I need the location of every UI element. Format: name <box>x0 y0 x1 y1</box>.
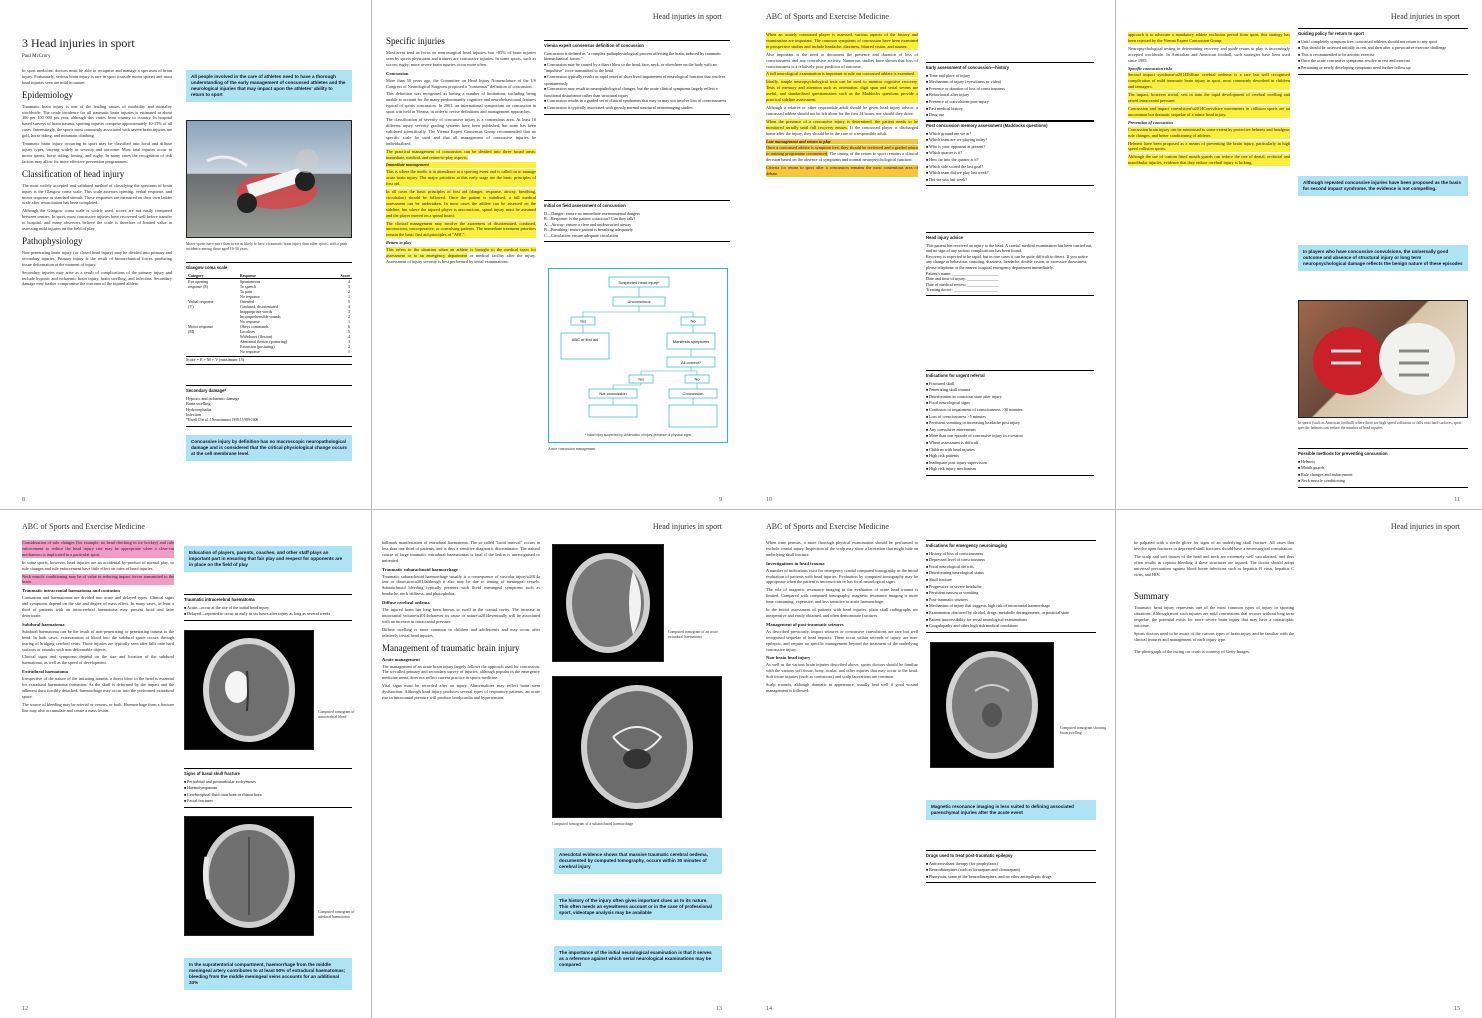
secondary-note: *Elwell D et al. J Neurotrauma 1998;15:989-1006 <box>186 417 259 422</box>
specific-text: Most areas tend as focus on neurosurgical head injuries, but >85% of brain injuries seen by sports physicians and trainers are concussive injuries. In some sports, such as soccer, rugby, more severe brain injuries occur more often. <box>386 50 536 67</box>
vienna-title: Vienna expert consensus definition of concussion <box>544 43 644 48</box>
gcs-cell: response (E) <box>188 283 209 289</box>
pathophysiology-text: Non-penetrating brain injury (or closed head injury) may be divided into primary and secondary injuries. Primary injury is the result of biomechanical forces producing tissue deformation at the moment of injury. <box>22 249 172 267</box>
heading-management: Management of traumatic brain injury <box>382 642 520 653</box>
list-item: ■ Any convulsive movements <box>926 427 1094 434</box>
list-item: ■ Progressive or severe headache <box>926 584 1096 591</box>
early-list <box>926 73 1094 119</box>
guide-list <box>1298 39 1468 72</box>
gcs-cell <box>186 349 238 354</box>
list-item: ■ Deterioration in conscious state after injury <box>926 394 1094 401</box>
exclusion-text: approach is to advocate a mandatory athlete exclusion period from sport, this strategy has been rejected by the Vienna Expert Concussion Group. <box>1128 32 1290 43</box>
chapter-title: 3 Head injuries in sport <box>22 36 135 50</box>
list-item: ■ Inadequate post injury supervision <box>926 460 1094 467</box>
maddocks-box <box>926 120 1094 186</box>
assessment-text: When an acutely concussed player is assessed, various aspects of the history and examination are important. The common symptoms of concussion have been examined in prospective studies and include headache, dizziness, blurred vision, and nausea. <box>766 32 918 49</box>
heading-immediate-management: Immediate management <box>386 162 536 168</box>
secondary-item: Infection <box>186 412 202 418</box>
list-item: ■ Past medical history <box>926 106 1094 113</box>
heading-non-brain: Non-brain head injury <box>766 655 811 661</box>
list-item: ■ Behavioural after injury <box>926 92 1094 99</box>
heading-subarachnoid: Traumatic subarachnoid haemorrhage <box>382 566 458 572</box>
flow-node: No <box>690 318 696 324</box>
page-14-left-column: When time permits, a more thorough physical examination should be performed to exclude cranial injury. Inspection of the scalp may show a laceration that might hide an underlying skull fracture. Investigations in head trauma A number of indications exist for emergency cranial computed tomography in the initial evaluation of patients with head injuries. Evaluation by computed tomography may be appropriate when the patient is unconscious or has focal neurological signs. The role of magnetic resonance imaging in the evaluation of acute head trauma is limited. Compared with computed tomography, magnetic resonance imaging is more time consuming, expensive, and less sensitive to acute haemorrhage. In the initial assessment of patients with head injuries, plain skull radiographs are inexpensive and easily obtained, and often demonstrate fractures. Management of post-traumatic seizures As described previously, impact seizures or concussive convulsions are rare but well recognised sequelae of head impacts. These occur within seconds of injury, are non-epileptic, and require no specific management beyond the treatment of the underlying concussive injury. Non-brain head injury As well as the various brain injuries described above, sports doctors should be familiar with the various soft tissue, bony, ocular, and other injuries that may occur to the head. Soft tissue injuries (such as contusions) and scalp lacerations are common. Scalp wounds, although dramatic in appearance, usually heal well if good wound management is followed. <box>766 540 918 693</box>
gcs-cell: (M) <box>188 328 195 334</box>
page-8 <box>0 0 372 510</box>
antiepileptic-drugs-box <box>926 850 1096 883</box>
running-header: ABC of Sports and Exercise Medicine <box>22 522 145 531</box>
ct1-caption: Computed tomogram of an acute extradural haematoma <box>668 630 718 639</box>
flow-node: Unconscious <box>627 299 651 304</box>
gcs-cell: 4 <box>348 333 350 339</box>
field-title: Initial on field assessment of concussion <box>544 203 626 208</box>
epidemiology-text: Traumatic brain injury is one of the leading causes of morbidity and mortality worldwide. The crude incidence for all traumatic brain injuries is estimated at about 300 per 100 000 per year, although this varies from country to country. In hospital based surveys of brain trauma, sporting injuries comprise approximately 10-15% of all cases. Interestingly, the sports most commonly associated with severe brain injuries are golf, horse riding, and mountain climbing. <box>22 103 172 139</box>
gcs-cell: Spontaneous <box>239 278 261 284</box>
field-assessment-box <box>544 200 730 242</box>
list-item: ■ Patient inaccessibility for serial neurological examinations <box>926 617 1096 624</box>
page-10-left-column: When an acutely concussed player is assessed, various aspects of the history and examination are important. The common symptoms of concussion have been examined in prospective studies and include headache, dizziness, blurred vision, and nausea. Also important is the need to document the presence and duration of loss of consciousness and any convulsive activity. Numerous studies have shown that loss of consciousness is a relatively poor predictor of outcome. A full neurological examination is important to rule out concussed athlete is examined. Ideally, simple neuropsychological tests can be used to monitor cognitive recovery. Tests of memory and attention such as orientation, digit span and serial sevens are useful, and standardised questionnaires such as the Maddocks questions provide a practical sideline assessment. Although a relative or other responsible adult should be given head injury advice, a concussed athlete should not be left alone for the first 24 hours, nor should they drive. When the presence of a concussive injury is determined, the patient needs to be monitored serially until full recovery ensues. If the concussed player is discharged home after the injury, they should be in the care of a responsible adult. Late management and return to play Once a concussed athlete is symptom free, they should be reviewed and a graded return to training programme commenced. The timing of the return to sport remains a clinical decision based on the absence of symptoms and normal neuropsychological function. Criteria for return to sport after a concussion remains the most contentious area of debate. <box>766 32 918 177</box>
page-12 <box>0 510 372 1018</box>
ct2-caption: Computed tomogram of subdural haematoma <box>318 910 355 919</box>
signs-title: Signs of basal skull fracture <box>184 771 240 776</box>
list-item: ■ Benzodiazepines (such as lorazepam and clonazepam) <box>926 867 1096 874</box>
ct2-caption: Computed tomogram of a subarachnoid haemorrhage <box>552 822 634 826</box>
page-number: 12 <box>22 1006 28 1012</box>
gcs-cell: Withdraws (flexion) <box>239 333 273 339</box>
list-item: ■ Deteriorating neurological status <box>926 570 1096 577</box>
gcs-title: Glasgow coma scale <box>186 265 228 270</box>
signs-list <box>184 779 352 805</box>
tick-list <box>184 605 352 618</box>
running-header: Head injuries in sport <box>652 12 722 21</box>
page-11-left-column: approach is to advocate a mandatory athlete exclusion period from sport, this strategy has been rejected by the Vienna Expert Concussion Group. Neuropsychological testing in determining recovery and guide return to play is increasingly accepted worldwide. In Australian and American football, such strategies have been used since 1985. Specific concussion risks Second impact syndrome\u2014Diffuse cerebral oedema is a rare but well recognised complication of mild traumatic brain injury in sport, most commonly described in children and teenagers. The impact, however trivial, sets in train the rapid development of cerebral swelling and raised intracranial pressure. Concussion and impact convulsions\u2014Convulsive movements in collision sports are an uncommon but dramatic sequelae of a minor head injury. Prevention of concussion Concussion brain injury can be minimised to some extent by protective helmets and headgear, rule changes, and better conditioning of athletes. Helmets have been proposed as a means of preventing the brain injury, particularly in high speed collision sports. Although the use of custom fitted mouth guards can reduce the rate of dental, orofacial and mandibular injuries, evidence that they reduce cerebral injury is lacking. <box>1128 32 1290 166</box>
gcs-table <box>186 273 352 354</box>
heading-investigations: Investigations in head trauma <box>766 560 825 566</box>
list-item: ■ High risk patients <box>926 453 1094 460</box>
gcs-cell: Verbal response <box>188 298 214 304</box>
page-9-left-column: Specific injuries Most areas tend as focus on neurosurgical head injuries, but >85% of brain injuries seen by sports physicians and trainers are concussive injuries. In some sports, such as soccer, rugby, more severe brain injuries occur more often. Concussion More than 50 years ago, the Committee on Head Injury Nomenclature of the US Congress of Neurological Surgeons proposed a "consensus" definition of concussion. This definition was recognised as having a number of limitations, including being unable to account for the many predominantly cognitive and neurobehavioural features typical of sports concussion. In 2001, an international symposium on concussion in sport was held in Vienna, in order to revise definitions and management approaches. The classification of severity of concussive injury is a contentious area. At least 16 different injury severity grading systems have been published, but none has been validated scientifically. The Vienna Expert Consensus Group recommended that no specific scale be used and that all management of concussive injuries be individualised. The practical management of concussion can be divided into three broad areas: immediate, medical, and return-to-play aspects. Immediate management This is where the medic is in attendance at a sporting event and is called on to manage acute brain injury. The major priorities at this early stage are the basic principles of first aid. In all cases the basic principles of first aid (danger, response, airway, breathing, circulation) should be followed. Once the patient is stabilised, a full medical assessment can be undertaken. In most cases the athlete can be assessed on the sideline, but where the injured player is unconscious, spinal injury must be assumed and the player moved on a spinal board. The clinical management may involve the awareness of disorientated, confused, unconscious, uncooperative, or convulsing patients. The immediate treatment priorities remain the basic first aid principles of "ABC". Return to play This refers to the situation when an athlete is brought to the medical team for assessment or to an emergency department or medical facility after the injury. Assessment of injury severity is best performed by serial examinations. <box>386 36 536 264</box>
photo-credit: The photograph of the racing car crash is courtesy of Getty Images. <box>1134 648 1250 654</box>
prevention-list <box>1298 459 1468 485</box>
heading-return-to-play: Return to play <box>386 240 412 246</box>
list-item: ■ How far into the quarter is it? <box>926 157 1094 164</box>
convulsions-box: In players who have concussive convulsions, the universally good outcome and absence of structural injury or long term neuropsychological damage reflects the benign nature of these episodes <box>1298 245 1468 271</box>
heading-prevention: Prevention of concussion <box>1128 119 1173 125</box>
gcs-cell: Motor response <box>188 323 213 329</box>
prevention-box <box>1298 448 1468 488</box>
field-item: D—Danger: ensure no immediate environmental dangers <box>544 210 640 216</box>
running-header: Head injuries in sport <box>1390 522 1460 531</box>
gcs-cell: 5 <box>348 328 350 334</box>
gcs-cell: To pain <box>239 288 252 294</box>
list-item: ■ Presence of convulsions post-injury <box>926 99 1094 106</box>
heading-classification: Classification of head injury <box>22 168 125 179</box>
injury-history-box: The history of the injury often gives important clues as to its nature. This often needs an eyewitness account or in the case of professional sport, videotape analysis may be available <box>554 894 722 920</box>
secondary-item: Hypoxic and ischaemic damage <box>186 395 240 401</box>
list-item: ■ Post-traumatic seizures <box>926 597 1096 604</box>
heading-intracranial-haematoma: Traumatic intracranial haematoma and contusion <box>22 588 120 594</box>
gcs-cell: Extension (posturing) <box>239 343 275 349</box>
list-item: ■ Rule changes and enforcement <box>1298 472 1468 479</box>
urgent-title: Indications for urgent referral <box>926 373 985 378</box>
key-point-box-2: Concussive injury by definition has no macroscopic neuropathological damage and is considered that the critical physiological change occurs at the cell membrane level. <box>186 435 352 461</box>
gcs-row <box>186 349 352 354</box>
gcs-cell: 5 <box>348 298 350 304</box>
list-item: ■ History of loss of consciousness <box>926 551 1096 558</box>
list-item: ■ Depressed level of consciousness <box>926 557 1096 564</box>
return-to-sport-policy-box <box>1298 28 1468 75</box>
page-11 <box>1116 0 1482 510</box>
gcs-cell: 2 <box>348 343 350 349</box>
heading-diffuse-oedema: Diffuse cerebral oedema <box>382 600 430 606</box>
list-item: ■ High risk injury mechanism <box>926 466 1094 473</box>
skull-fracture-text: be palpated with a sterile glove for signs of an underlying skull fracture. All cases that involve open fractures or depressed skull fractures should have a neurosurgical consultation. <box>1134 540 1294 551</box>
list-item: ■ Mouth guards <box>1298 465 1468 472</box>
running-header: ABC of Sports and Exercise Medicine <box>766 12 889 21</box>
list-item: ■ Helmets <box>1298 459 1468 466</box>
gcs-cell: Obeys commands <box>239 323 269 329</box>
gcs-cell: Abnormal flexion (posturing) <box>239 338 288 344</box>
neuroimaging-title: Indications for emergency neuroimaging <box>926 543 1007 548</box>
ct-scan-subdural <box>184 816 314 936</box>
heading-acute-management: Acute management <box>382 656 420 662</box>
vienna-text: Concussion is defined as "a complex pathophysiological process affecting the brain, induced by traumatic biomechanical forces." <box>544 50 722 62</box>
flow-node: All correct? <box>680 360 702 365</box>
early-title: Early assessment of concussion—history <box>926 65 1010 70</box>
page-number: 13 <box>716 1006 722 1012</box>
list-item: ■ Mechanism of injury that suggests high risk of intracranial haemorrhage <box>926 603 1096 610</box>
advice-text: This patient has received an injury to the head. A careful medical examination has been carried out, and no sign of any serious complications has been found. <box>926 242 1093 254</box>
gcs-cell: Localises <box>239 328 255 334</box>
list-item: ■ More than one episode of concussive injury in a session <box>926 433 1094 440</box>
list-item: ■ Haemotympanum <box>184 785 352 792</box>
neuroimaging-box <box>926 540 1096 633</box>
list-item: ■ Which team are we playing today? <box>926 137 1094 144</box>
second-impact-box: Although repeated concussive injuries have been proposed as the basis for second impact syndrome, the evidence is not compelling. <box>1298 176 1468 196</box>
flow-node: No <box>694 376 700 382</box>
flow-node: Yes <box>637 376 645 382</box>
secondary-damage-box <box>186 385 352 427</box>
list-item: ■ Children with head injuries <box>926 447 1094 454</box>
field-item: R—Response: is the patient conscious? Can they talk? <box>544 216 636 222</box>
gcs-cell: Eye opening <box>188 278 209 284</box>
list-item: ■ Which side scored the last goal? <box>926 164 1094 171</box>
flow-node: Concussion <box>682 391 704 396</box>
urgent-referral-box <box>926 370 1094 476</box>
gcs-cell: 2 <box>348 288 350 294</box>
key-point-box: All people involved in the care of athletes need to have a thorough understanding of the early management of concussed athletes and the neurological injuries that may impact upon the athletes' ability to return to sport <box>186 70 352 102</box>
page-number: 9 <box>719 497 722 503</box>
examination-text: A full neurological examination is important to rule out concussed athlete is examined. <box>766 71 918 77</box>
gcs-header: Score <box>328 273 352 279</box>
gcs-cell: Oriented <box>239 298 254 304</box>
maddocks-list <box>926 131 1094 184</box>
list-item: ■ Mechanism of injury (eyewitness or video) <box>926 79 1094 86</box>
secondary-item: Hydrocephalus <box>186 406 212 412</box>
heading-extradural: Extradural haematoma <box>22 669 69 675</box>
list-item: ■ Which team did we play last week? <box>926 170 1094 177</box>
page-14 <box>744 510 1116 1018</box>
list-item: ■ Confusion or impairment of consciousness >30 minutes <box>926 407 1094 414</box>
neck-conditioning-text: Neck muscle conditioning may be of value in reducing impact forces transmitted to the brain. <box>22 573 174 585</box>
early-assessment-box <box>926 62 1094 122</box>
running-header: ABC of Sports and Exercise Medicine <box>766 522 889 531</box>
ct-scan-brain-swelling <box>930 642 1054 768</box>
glasgow-coma-scale-table <box>186 262 352 365</box>
gcs-cell: 4 <box>348 278 350 284</box>
heading-specific-concussion-risks: Specific concussion risks <box>1128 65 1173 71</box>
list-item: ■ Who is your opponent at present? <box>926 144 1094 151</box>
gcs-cell: 4 <box>348 303 350 309</box>
ct-scan-subarachnoid <box>552 676 722 818</box>
heading-seizures: Management of post-traumatic seizures <box>766 621 844 627</box>
intracerebral-haematoma-box <box>184 594 352 621</box>
list-item: ■ Penetrating skull trauma <box>926 387 1094 394</box>
page-number: 11 <box>1454 497 1460 503</box>
gcs-cell: Confused, disorientated <box>239 303 278 309</box>
field-item: C—Circulation: ensure adequate circulation <box>544 232 618 238</box>
list-item: ■ Examination obscured by alcohol, drugs, metabolic derangements, or postictal state <box>926 610 1096 617</box>
list-item: ■ Once the acute concussive symptoms resolve as rest and exercise <box>1298 58 1468 65</box>
gcs-cell: No response <box>239 293 260 299</box>
drug-title: Drugs used to treat post-traumatic epilepsy <box>926 853 1013 858</box>
education-box: Education of players, parents, coaches, and other staff plays an important part in ensuring that fair play and respect for opponents are in place on the field of play <box>184 546 352 572</box>
page-number: 15 <box>1454 1006 1460 1012</box>
list-item: ■ Focal neurological signs <box>926 400 1094 407</box>
classification-text: The most widely accepted and validated method of classifying the spectrum of brain injury is the Glasgow coma scale. This scale assesses opening, verbal response, and motor response as standard stimuli. These responses are measured on their own ladder scale after resuscitation has been completed. <box>22 182 172 206</box>
flow-node: Manifests symptoms <box>672 339 710 344</box>
intro-text: In sport medicine, doctors must be able to recognise and manage a spectrum of brain injury. Fortunately, serious brain injury is rare in sport (outside motor sports) and most head injuries seen are mild in nature. <box>22 67 172 85</box>
racing-car-crash-photo <box>186 120 352 238</box>
list-item: ■ Drug use <box>926 112 1094 119</box>
gcs-cell: 3 <box>348 338 350 344</box>
helmet-photo-caption: In sports (such as American football) where there are high speed collisions or falls onto hard surfaces, sport-specific helmets can reduce the number of head injuries <box>1298 421 1463 430</box>
page-15 <box>1116 510 1482 1018</box>
flowchart-caption: Acute concussion management <box>548 447 596 451</box>
page-10 <box>744 0 1116 510</box>
list-item: ■ Persistent vomiting or increasing headache post injury <box>926 420 1094 427</box>
list-item: ■ Which quarter is it? <box>926 150 1094 157</box>
secondary-item: Brain swelling <box>186 401 211 407</box>
gcs-cell: 1 <box>348 293 350 299</box>
gcs-cell: 3 <box>348 283 350 289</box>
list-item: ■ Pertaining or newly developing symptoms need further follow up <box>1298 65 1468 72</box>
gcs-cell: (V) <box>188 303 194 309</box>
ct-scan-extradural <box>552 544 664 662</box>
page-8-left-column: 3 Head injuries in sport Paul McCrory In sport medicine, doctors must be able to recognise and manage a spectrum of brain injury. Fortunately, serious brain injury is rare in sport (outside motor sports) and most head injuries seen are mild in nature. Epidemiology Traumatic brain injury is one of the leading causes of morbidity and mortality worldwide. The crude incidence for all traumatic brain injuries is estimated at about 300 per 100 000 per year, although this varies from country to country. In hospital based surveys of brain trauma, sporting injuries comprise approximately 10-15% of all cases. Interestingly, the sports most commonly associated with severe brain injuries are golf, horse riding, and mountain climbing. Traumatic brain injury occurring in sport may be classified into focal and diffuse injury types, varying widely in severity and outcome. Most fatal injuries occur in motor sports, horse riding, boxing, and rugby. In many cases the recognition of risk factors may allow for more effective prevention programmes. Classification of head injury The most widely accepted and validated method of classifying the spectrum of brain injury is the Glasgow coma scale. This scale assesses opening, verbal response, and motor response as standard stimuli. These responses are measured on their own ladder scale after resuscitation has been completed. Although the Glasgow coma scale is widely used, scores are not easily compared between centres. In sport, most concussive injuries have recovered well before transfer to hospital, and many observers believe the scale is therefore of limited value in assessing mild injuries on the field of play. Pathophysiology Non-penetrating brain injury (or closed head injury) may be divided into primary and secondary injuries. Primary injury is the result of biomechanical forces producing tissue deformation at the moment of injury. Secondary injuries may arise as a result of complications of the primary injury and include hypoxic and ischaemic brain injury, brain swelling, and infection. Secondary damage may further compromise the outcome of the injured athlete. <box>22 36 172 287</box>
immediate-text: This is where the medic is in attendance at a sporting event and is called on to manage acute brain injury. The major priorities at this early stage are the basic principles of first aid. <box>386 169 536 187</box>
running-header: Head injuries in sport <box>652 522 722 531</box>
list-item: ■ Acute—occur at the site of the initial head injury <box>184 605 352 612</box>
gcs-cell: 6 <box>348 323 350 329</box>
list-item: ■ Anticonvulsant therapy (for prophylaxis) <box>926 861 1096 868</box>
heading-epidemiology: Epidemiology <box>22 89 73 100</box>
list-item: ■ Cerebrospinal fluid otorrhoea or rhinorrhoea <box>184 792 352 799</box>
ct-caption: Computed tomogram showing brain swelling <box>1060 726 1107 735</box>
advice-title: Head injury advice <box>926 235 964 240</box>
gcs-cell: 1 <box>348 318 350 324</box>
list-item: ■ Facial fractures <box>184 798 352 805</box>
heading-concussion: Concussion <box>386 70 409 76</box>
list-item: ■ Which ground are we at? <box>926 131 1094 138</box>
page-15-left-column: be palpated with a sterile glove for signs of an underlying skull fracture. All cases that involve open fractures or depressed skull fractures should have a neurosurgical consultation. The scalp and soft tissues of the head and neck are extremely well vascularised, and thus often results in copious bleeding if these structures are injured. The doctor should adopt universal precautions against blood borne infections such as hepatitis B virus, hepatitis C virus, and HIV. Summary Traumatic head injury represents one of the most common types of injury in sporting situations. Although most such injuries are mild concussions that recover without long term sequelae, the potential exists for more severe brain injury that may have a catastrophic outcome. Sports doctors need to be aware of the various types of brain injury and be familiar with the clinical features and management of each injury type. The photograph of the racing car crash is courtesy of Getty Images. <box>1134 540 1294 654</box>
list-item: ■ Periorbital and postauricular ecchymoses <box>184 779 352 786</box>
page-13 <box>372 510 744 1018</box>
ct1-caption: Computed tomogram of intracerebral bleed <box>318 710 355 719</box>
list-item: ■ This should be assessed initially as rest and then after a provocative exercise challenge <box>1298 45 1468 52</box>
field-item: B—Breathing: ensure patient is breathing adequately <box>544 227 633 233</box>
list-item: ■ Time and place of injury <box>926 73 1094 80</box>
secondary-title: Secondary damage* <box>186 388 227 393</box>
mri-box: Magnetic resonance imaging is less suited to defining associated parenchymal injuries after the acute event <box>926 800 1096 820</box>
rule-change-text: Consideration of rule changes (for example, no head checking in ice hockey) and rule enforcement to reduce the head injury rate may be appropriate when a clear-cut mechanism is implicated in a particular sport. <box>22 540 174 557</box>
list-item: ■ Presence or duration of loss of consciousness <box>926 86 1094 93</box>
page-13-left-column: hallmark manifestation of extradural haematoma. The so-called "lucid interval" occurs in less than one third of patients, and is thus a sensitive diagnostic discriminator. The natural course of large traumatic extradural haematomas is fatal if the lesion is unrecognised or untreated. Traumatic subarachnoid haemorrhage Traumatic subarachnoid haemorrhage usually is a consequence of vascular injury\u2014a tear or dissection\u2014although it also may be due to tearing of meningeal vessels. Subarachnoid bleeding typically presents with florid meningeal symptoms such as headache, neck stiffness, and photophobia. Diffuse cerebral oedema The injured brain has long been known to swell in the cranial cavity. The increase in intracranial volume\u2014whatever its cause or nature\u2014eventually will be associated with an increase in intracranial pressure. Diffuse swelling is more common in children and adolescents and may occur after relatively trivial head injuries. Management of traumatic brain injury Acute management The management of an acute brain injury largely follows the approach used for concussion. The so-called primary and secondary survey of injuries, although popular in the emergency medicine arena, does not reflect current practice in sports medicine. Vital signs must be recorded after an injury. Abnormalities may reflect brain stem dysfunction. Although head injury produces several types of respiratory patterns, an acute rise in intracranial pressure will produce bradycardia and hypertension. <box>382 540 540 701</box>
list-item: ■ Loss of consciousness >5 minutes <box>926 414 1094 421</box>
flow-node: Suspected head injury* <box>618 280 660 285</box>
flow-node: ABC of first aid <box>571 337 599 342</box>
list-item: ■ Fractured skull <box>926 381 1094 388</box>
page-12-left-column: Consideration of rule changes (for example, no head checking in ice hockey) and rule enforcement to reduce the head injury rate may be appropriate when a clear-cut mechanism is implicated in a particular sport. In some sports, however, head injuries are an accidental by-product of normal play, so rule changes and rule enforcement have little effect on rates of head injuries. Neck muscle conditioning may be of value in reducing impact forces transmitted to the brain. Traumatic intracranial haematoma and contusion Contusions and haematomas are divided into acute and delayed types. Clinical signs and symptoms depend on the site and degree of mass effect. In many cases, at least a third of patients with an intracerebral haematoma may present lucid and later deteriorate. Subdural haematoma Subdural haematoma can be the result of non-penetrating or penetrating trauma to the head. In both cases, extravasation of blood into the subdural space occurs through tearing of bridging cerebral veins. Those injuries are typically seen after falls onto hard surfaces or assaults with non-deformable objects. Clinical signs and symptoms depend on the size and location of the subdural haematoma, as well as the speed of development. Extradural haematoma Irrespective of the nature of the initiating trauma, a direct blow to the head is essential for extradural haematoma formation. As the skull is deformed by the impact and the adherent dura forcibly detached, haemorrhage may occur into the preformed extradural space. The source of bleeding may be arterial or venous, or both. Haemorrhage from a fracture line may also accumulate and create a mass lesion. <box>22 540 174 713</box>
guide-title: Guiding policy for return to sport <box>1298 31 1364 36</box>
summary-text: Traumatic head injury represents one of the most common types of injury in sporting situations. Although most such injuries are mild concussions that recover without long term sequelae, the potential exists for more severe brain injury that may have a catastrophic outcome. <box>1134 605 1294 629</box>
gcs-cell: Inappropriate words <box>239 308 273 314</box>
gcs-cell: To speech <box>239 283 256 289</box>
list-item: ■ Phenytoin, some of the benzodiazepines, and no other antiepileptic drugs <box>926 874 1096 881</box>
list-item: ■ Focal neurological deficits <box>926 564 1096 571</box>
photo-caption: Motor sports have more than twice as likely to have a traumatic brain injury than other sports, with a peak incidence among those aged 16-30 years. <box>186 242 348 251</box>
list-item: ■ Until completely symptom free, concussed athletes should not return to any sport <box>1298 39 1468 46</box>
basal-skull-fracture-box <box>184 768 352 808</box>
flow-node: Not concussion <box>599 391 627 396</box>
list-item: ■ Did we win last week? <box>926 177 1094 184</box>
maddocks-title: Post concussion memory assessment (Maddocks questions) <box>926 123 1048 128</box>
neuro-exam-box: The importance of the initial neurological examination is that it serves as a reference against which serial neurological examinations may be compared <box>554 946 722 972</box>
drug-list <box>926 861 1096 881</box>
list-item: ■ Coagulopathy and other high risk medical conditions <box>926 623 1096 630</box>
list-item: ■ Where assessment is difficult <box>926 440 1094 447</box>
list-item: ■ Persistent nausea or vomiting <box>926 590 1096 597</box>
flow-node: Yes <box>579 318 587 324</box>
heading-pathophysiology: Pathophysiology <box>22 235 83 246</box>
tick-title: Traumatic intracerebral haematoma <box>184 597 255 602</box>
american-football-helmets-photo <box>1298 300 1468 418</box>
gcs-cell: 1 <box>348 348 350 354</box>
prevention-title: Possible methods for preventing concussion <box>1298 451 1388 456</box>
highlighted-text: The practical management of concussion can be divided into three broad areas: immediate, medical, and return-to-play aspects. <box>386 148 536 160</box>
list-item: ■ Neck muscle conditioning <box>1298 478 1468 485</box>
gcs-header: Category <box>186 273 238 279</box>
gcs-cell: 2 <box>348 313 350 319</box>
urgent-list <box>926 381 1094 473</box>
gcs-header: Response <box>238 273 328 279</box>
field-item: A—Airway: ensure a clear and unobstructed airway <box>544 221 632 227</box>
heading-summary: Summary <box>1134 591 1169 602</box>
list-item: ■ Skull fracture <box>926 577 1096 584</box>
gcs-cell: 3 <box>348 308 350 314</box>
gcs-cell: Incomprehensible sounds <box>239 313 281 319</box>
vienna-definition-box: Vienna expert consensus definition of concussion Concussion is defined as "a complex pathophysiological process affecting the brain, induced by traumatic biomechanical forces." ■ Concussion may be caused by a direct blow to the head, face, neck, or elsewhere on the body with an "impulsive" force transmitted to the head ■ Concussion typically results in rapid onset of short lived impairment of neurological function that resolves spontaneously ■ Concussion may result in neuropathological changes, but the acute clinical symptoms largely reflect a functional disturbance rather than structural injury ■ Concussion results in a graded set of clinical syndromes that may or may not involve loss of consciousness ■ Concussion is typically associated with grossly normal structural neuroimaging studies <box>544 40 730 115</box>
ct-scan-intracerebral <box>184 630 314 750</box>
page-number: 14 <box>766 1006 772 1012</box>
concussion-text: More than 50 years ago, the Committee on Head Injury Nomenclature of the US Congress of Neurological Surgeons proposed a "consensus" definition of concussion. <box>386 77 536 89</box>
running-header: Head injuries in sport <box>1390 12 1460 21</box>
page-9 <box>372 0 744 510</box>
flow-note: * Initial injury suspected by observation of injury, presence of physical signs <box>584 433 692 437</box>
list-item: ■ This is recommended to be aerobic exercise <box>1298 52 1468 59</box>
acute-concussion-flowchart <box>548 268 728 443</box>
page-number: 8 <box>22 497 25 503</box>
oedema-evidence-box: Anecdotal evidence shows that massive traumatic cerebral oedema, documented by computed tomography, occurs within 30 minutes of cerebral injury <box>554 848 722 874</box>
meningeal-artery-box: In the supratentorial compartment, haemorrhage from the middle meningeal artery contributes to at least 50% of extradural haematomas; bleeding from the middle meningeal veins accounts for an additional 33% <box>184 958 352 990</box>
heading-specific-injuries: Specific injuries <box>386 36 445 46</box>
author: Paul McCrory <box>22 54 51 59</box>
gcs-footer: Score = E + M + V (maximum 15) <box>186 356 352 363</box>
heading-subdural: Subdural haematoma <box>22 621 65 627</box>
list-item: ■ Delayed—reported to occur as early as six hours after injury as long as several weeks <box>184 611 352 618</box>
page-number: 10 <box>766 497 772 503</box>
gcs-cell: No response <box>239 318 260 324</box>
neuroimaging-list <box>926 551 1096 630</box>
head-injury-advice-box: Head injury advice This patient has received an injury to the head. A careful medical examination has been carried out, and no sign of any serious complications has been found. Recovery is expected to be rapid, but in rare cases it can be quite difficult to detect. If you notice any change in behaviour, vomiting, dizziness, headache, double vision, or excessive drowsiness, please telephone or the nearest hospital emergency department immediately. Patient's name: ______________________ Date and time of injury: _______________ Date of medical review: _______________ Treating doctor: _____________________ <box>926 232 1094 296</box>
gcs-cell: No response <box>239 348 260 354</box>
